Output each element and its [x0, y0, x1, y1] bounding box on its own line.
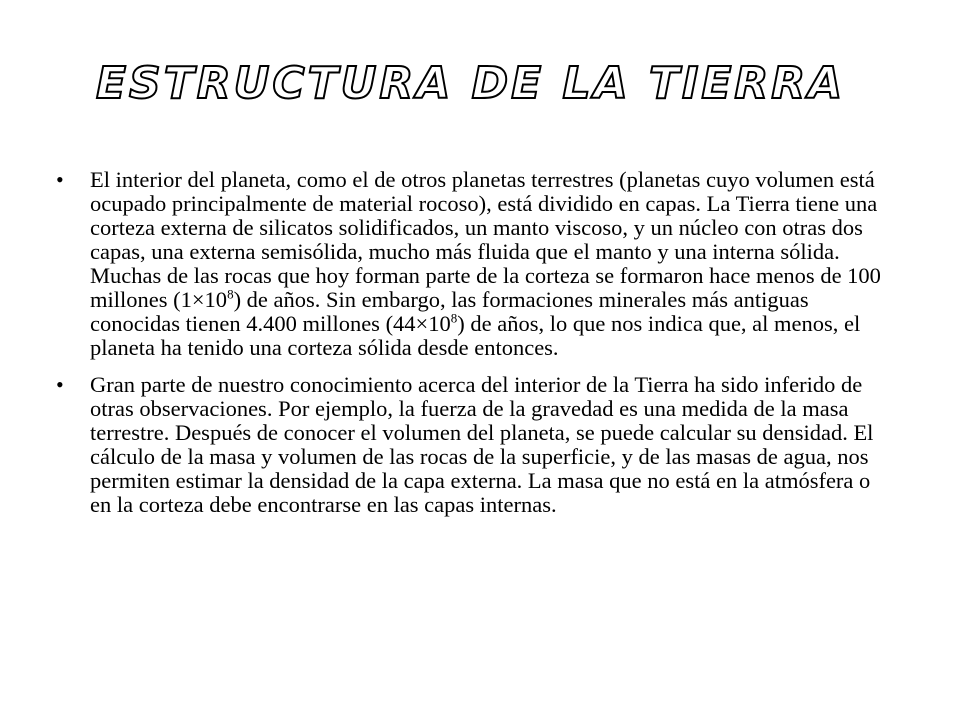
paragraph-text-part: El interior del planeta, como el de otros planetas terrestres (planetas cuyo volumen está ocupado principalmente de material rocoso), está dividido en capas. La Tierra tiene una corteza externa de silicatos solidificados, un manto viscoso, y un núcleo con otras dos capas, una externa semisólida, mucho más fluida que el manto y una interna sólida. Muchas de las rocas que hoy forman parte de la corteza se formaron hace menos de 100 millones (1×10 — [90, 167, 881, 312]
bullet-icon: • — [56, 167, 64, 192]
bullet-list — [56, 168, 886, 530]
paragraph-text-part: ) de años. Sin embargo, las formaciones minerales más antiguas conocidas tienen 4.400 millones (44×10 — [90, 287, 809, 336]
paragraph-text: Gran parte de nuestro conocimiento acerca del interior de la Tierra ha sido inferido de otras observaciones. Por ejemplo, la fuerza de la gravedad es una medida de la masa terrestre. Después de conocer el volumen del planeta, se puede calcular su densidad. El cálculo de la masa y volumen de las rocas de la superficie, y de las masas de agua, nos permiten estimar la densidad de la capa externa. La masa que no está en la atmósfera o en la corteza debe encontrarse en las capas internas. — [90, 372, 874, 517]
bullet-icon: • — [56, 372, 64, 397]
slide-title: ESTRUCTURA DE LA TIERRA — [96, 58, 846, 109]
bullet-item — [56, 373, 886, 517]
superscript-exponent: 8 — [227, 286, 234, 302]
bullet-item — [56, 168, 886, 360]
superscript-exponent: 8 — [450, 310, 458, 326]
paragraph-text-part: ) de años, lo que nos indica que, al menos, el planeta ha tenido una corteza sólida desde entonces. — [90, 311, 861, 360]
